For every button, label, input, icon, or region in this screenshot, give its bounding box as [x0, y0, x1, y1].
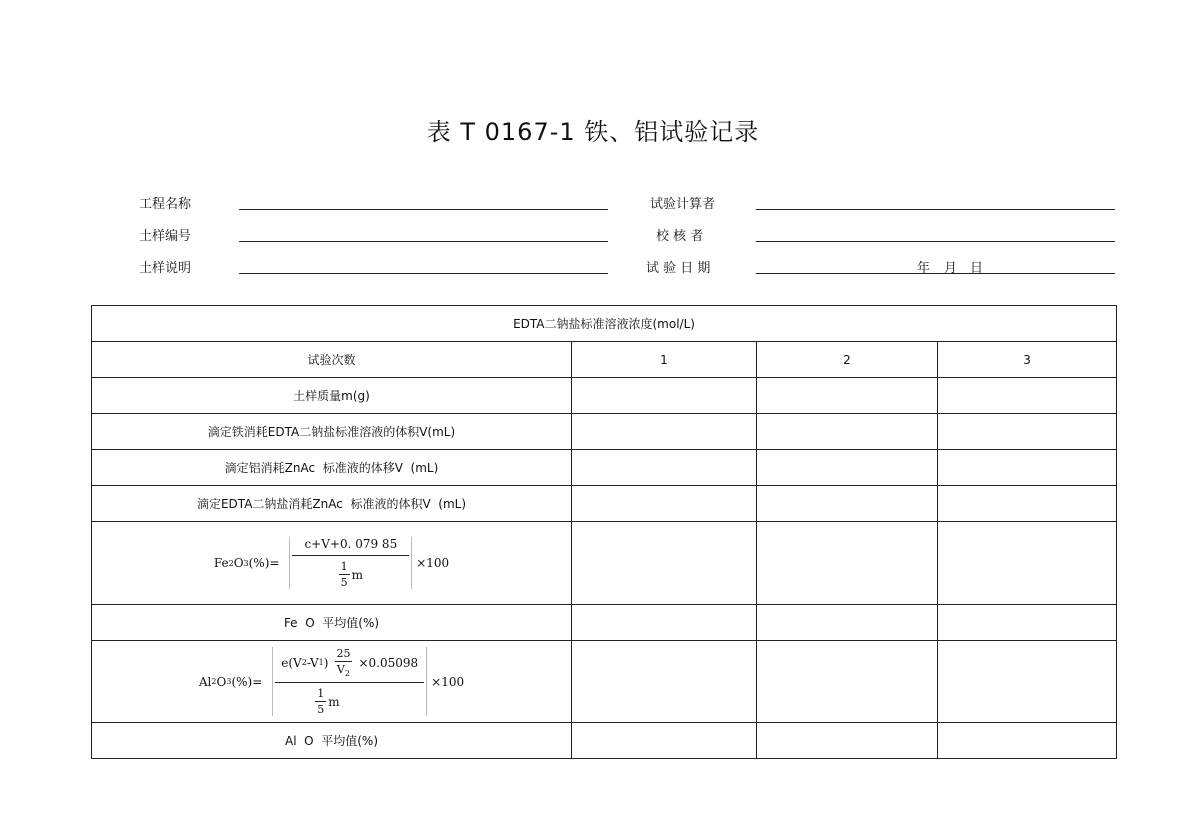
date-day: 日: [970, 261, 984, 276]
al-num-e: e(V: [281, 655, 302, 670]
al-sub-3: 3: [226, 677, 232, 686]
date-month: 月: [944, 261, 958, 276]
trial-2-header: 2: [757, 342, 938, 378]
table-row: [92, 414, 1117, 450]
data-cell[interactable]: [938, 641, 1117, 723]
data-cell[interactable]: [938, 378, 1117, 414]
edta-titration-label: 滴定EDTA二钠盐消耗ZnAc 标准液的体积V (mL): [92, 486, 572, 522]
fe-den-num: 1: [340, 560, 348, 573]
table-row: [92, 605, 1117, 641]
soil-desc-field[interactable]: [239, 273, 608, 274]
date-year: 年: [917, 261, 931, 276]
date-field[interactable]: [756, 273, 1115, 274]
fe-formula: [214, 537, 449, 589]
data-cell[interactable]: [572, 641, 757, 723]
project-name-field[interactable]: [239, 209, 608, 210]
data-cell[interactable]: [757, 641, 938, 723]
table-row: [92, 522, 1117, 605]
table-row: [92, 306, 1117, 342]
al-times-100: ×100: [431, 674, 465, 689]
al-frac-den: [335, 661, 352, 678]
fe-sub-2: 2: [228, 558, 234, 568]
record-table: [91, 305, 1117, 759]
data-cell[interactable]: [757, 450, 938, 486]
project-name-label: 工程名称: [139, 197, 192, 212]
al-den-num: 1: [317, 687, 325, 701]
table-row: [92, 486, 1117, 522]
data-cell[interactable]: [572, 522, 757, 605]
data-cell[interactable]: [938, 723, 1117, 759]
checker-label: 校 核 者: [656, 229, 704, 244]
fe-den-den: 5: [340, 576, 348, 589]
data-cell[interactable]: [572, 723, 757, 759]
fe-formula-cell: [92, 522, 572, 605]
fe-denominator: [292, 555, 409, 589]
data-cell[interactable]: [757, 486, 938, 522]
table-row: [92, 641, 1117, 723]
data-cell[interactable]: [938, 486, 1117, 522]
table-row: [92, 342, 1117, 378]
data-cell[interactable]: [572, 486, 757, 522]
fe-formula-lhs-tail: (%)=: [248, 556, 280, 570]
soil-number-field[interactable]: [239, 241, 608, 242]
mass-label: 土样质量m(g): [92, 378, 572, 414]
data-cell[interactable]: [938, 414, 1117, 450]
data-cell[interactable]: [938, 605, 1117, 641]
trial-label-cell: 试验次数: [92, 342, 572, 378]
al-den-den: 5: [317, 703, 325, 717]
al-frac-den-v: V: [336, 662, 345, 676]
data-cell[interactable]: [572, 378, 757, 414]
fe-fraction: [289, 537, 412, 589]
al-constant: ×0.05098: [358, 655, 419, 670]
al-formula-lhs: Al: [198, 674, 212, 689]
data-cell[interactable]: [757, 723, 938, 759]
data-cell[interactable]: [572, 605, 757, 641]
al-v1-sub: 1: [318, 658, 324, 667]
calculator-label: 试验计算者: [650, 197, 716, 212]
data-cell[interactable]: [938, 522, 1117, 605]
fe-den-var: m: [351, 567, 364, 582]
fe-titration-label: 滴定铁消耗EDTA二钠盐标准溶液的体积V(mL): [92, 414, 572, 450]
al-25-over-v2: [334, 647, 352, 678]
soil-desc-label: 土样说明: [139, 261, 192, 276]
soil-number-label: 土样编号: [139, 229, 192, 244]
al-avg-label: Al O 平均值(%): [92, 723, 572, 759]
al-formula-cell: [92, 641, 572, 723]
checker-field[interactable]: [756, 241, 1115, 242]
data-cell[interactable]: [757, 605, 938, 641]
fe-formula-lhs: Fe: [213, 556, 229, 570]
al-titration-label: 滴定铝消耗ZnAc 标准液的体移V (mL): [92, 450, 572, 486]
fe-numerator: c+V+0. 079 85: [304, 537, 398, 551]
document-title: 表 T 0167-1 铁、铝试验记录: [426, 118, 760, 146]
al-close: ): [323, 655, 329, 670]
trial-1-header: 1: [572, 342, 757, 378]
fe-one-fifth: [339, 560, 350, 589]
al-formula: [199, 647, 464, 716]
data-cell[interactable]: [757, 522, 938, 605]
table-row: [92, 378, 1117, 414]
fe-avg-label: Fe O 平均值(%): [92, 605, 572, 641]
al-minus: -V: [306, 655, 319, 670]
data-cell[interactable]: [572, 414, 757, 450]
table-row: [92, 450, 1117, 486]
al-formula-lhs-tail: (%)=: [231, 674, 263, 689]
al-frac-den-sub: 2: [344, 669, 350, 679]
data-cell[interactable]: [757, 414, 938, 450]
date-label: 试 验 日 期: [646, 261, 711, 276]
table-row: [92, 723, 1117, 759]
al-sub-2: 2: [211, 677, 217, 686]
al-numerator: [275, 647, 424, 682]
fe-times-100: ×100: [416, 556, 450, 570]
data-cell[interactable]: [572, 450, 757, 486]
al-v2-sub: 2: [301, 658, 307, 667]
fe-sub-3: 3: [243, 558, 249, 568]
al-denominator: [275, 682, 424, 716]
concentration-cell: EDTA二钠盐标准溶液浓度(mol/L): [92, 306, 1117, 342]
al-den-var: m: [328, 694, 340, 709]
fe-formula-o: O: [233, 556, 244, 570]
al-one-fifth: [315, 687, 326, 716]
data-cell[interactable]: [757, 378, 938, 414]
al-fraction: [272, 647, 427, 716]
calculator-field[interactable]: [756, 209, 1115, 210]
al-formula-o: O: [216, 674, 227, 689]
data-cell[interactable]: [938, 450, 1117, 486]
al-frac-num: 25: [336, 646, 351, 660]
trial-3-header: 3: [938, 342, 1117, 378]
